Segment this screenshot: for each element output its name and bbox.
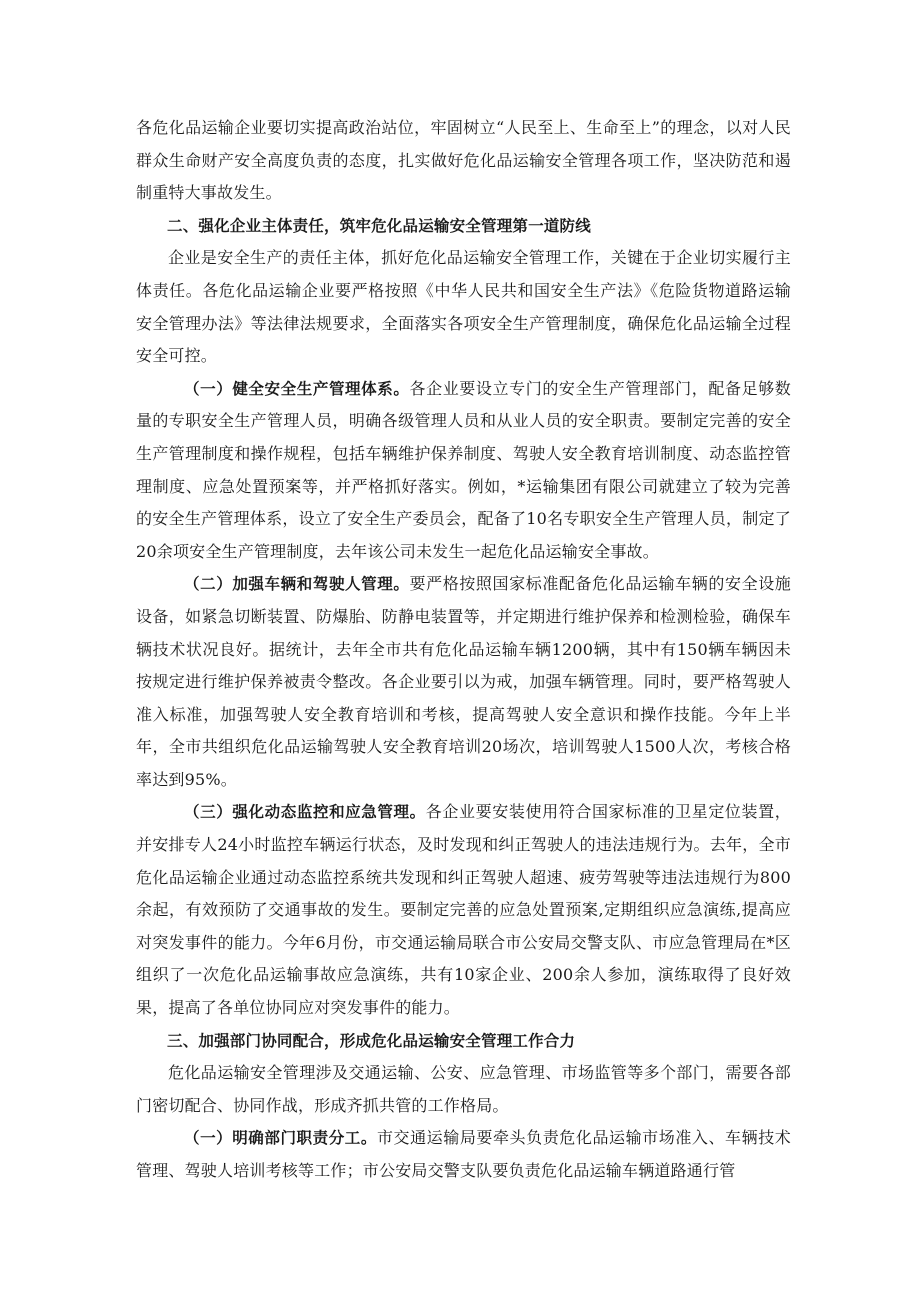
subheading-vehicle-driver: （二）加强车辆和驾驶人管理。: [184, 575, 410, 594]
subheading-responsibilities: （一）明确部门职责分工。: [184, 1129, 377, 1148]
paragraph-monitoring-emergency: [136, 796, 791, 1024]
subheading-monitoring-emergency: （三）强化动态监控和应急管理。: [184, 803, 426, 822]
paragraph-enterprise-responsibility: 企业是安全生产的责任主体，抓好危化品运输安全管理工作，关键在于企业切实履行主体责任。各危化品运输企业要严格按照《中华人民共和国安全生产法》《危险货物道路运输安全管理办法》等法律法规要求，全面落实各项安全生产管理制度，确保危化品运输全过程安全可控。: [136, 248, 791, 366]
subheading-management-system: （一）健全安全生产管理体系。: [184, 379, 410, 398]
paragraph-body: 各企业要安装使用符合国家标准的卫星定位装置，并安排专人24小时监控车辆运行状态，及时发现和纠正驾驶人的违法违规行为。去年，全市危化品运输企业通过动态监控系统共发现和纠正驾驶人超速、疲劳驾驶等违法违规行为800余起，有效预防了交通事故的发生。要制定完善的应急处置预案,定期组织应急演练,提高应对突发事件的能力。今年6月份，市交通运输局联合市公安局交警支队、市应急管理局在*区组织了一次危化品运输事故应急演练，共有10家企业、200余人参加，演练取得了良好效果，提高了各单位协同应对突发事件的能力。: [136, 802, 791, 1018]
paragraph-vehicle-driver: [136, 568, 791, 796]
document-page: [136, 112, 791, 1188]
paragraph-body: 各企业要设立专门的安全生产管理部门，配备足够数量的专职安全生产管理人员，明确各级管理人员和从业人员的安全职责。要制定完善的安全生产管理制度和操作规程，包括车辆维护保养制度、驾驶人安全教育培训制度、动态监控管理制度、应急处置预案等，并严格抓好落实。例如，*运输集团有限公司就建立了较为完善的安全生产管理体系，设立了安全生产委员会，配备了10名专职安全生产管理人员，制定了20余项安全生产管理制度，去年该公司未发生一起危化品运输安全事故。: [136, 378, 791, 561]
section-heading-3: 三、加强部门协同配合，形成危化品运输安全管理工作合力: [167, 1031, 576, 1050]
paragraph-responsibilities: [136, 1122, 791, 1187]
paragraph-management-system: [136, 373, 791, 569]
section-heading-2: 二、强化企业主体责任，筑牢危化品运输安全管理第一道防线: [167, 216, 591, 235]
paragraph-body: 要严格按照国家标准配备危化品运输车辆的安全设施设备，如紧急切断装置、防爆胎、防静电装置等，并定期进行维护保养和检测检验，确保车辆技术状况良好。据统计，去年全市共有危化品运输车辆1200辆，其中有150辆车辆因未按规定进行维护保养被责令整改。各企业要引以为戒，加强车辆管理。同时，要严格驾驶人准入标准，加强驾驶人安全教育培训和考核，提高驾驶人安全意识和操作技能。今年上半年，全市共组织危化品运输驾驶人安全教育培训20场次，培训驾驶人1500人次，考核合格率达到95%。: [136, 574, 791, 789]
paragraph-department-coordination: 危化品运输安全管理涉及交通运输、公安、应急管理、市场监管等多个部门，需要各部门密切配合、协同作战，形成齐抓共管的工作格局。: [136, 1063, 791, 1115]
paragraph-body: 市交通运输局要牵头负责危化品运输市场准入、车辆技术管理、驾驶人培训考核等工作；市公安局交警支队要负责危化品运输车辆道路通行管: [136, 1128, 791, 1180]
paragraph-intro: 各危化品运输企业要切实提高政治站位，牢固树立“人民至上、生命至上”的理念，以对人民群众生命财产安全高度负责的态度，扎实做好危化品运输安全管理各项工作，坚决防范和遏制重特大事故发生。: [136, 118, 791, 203]
